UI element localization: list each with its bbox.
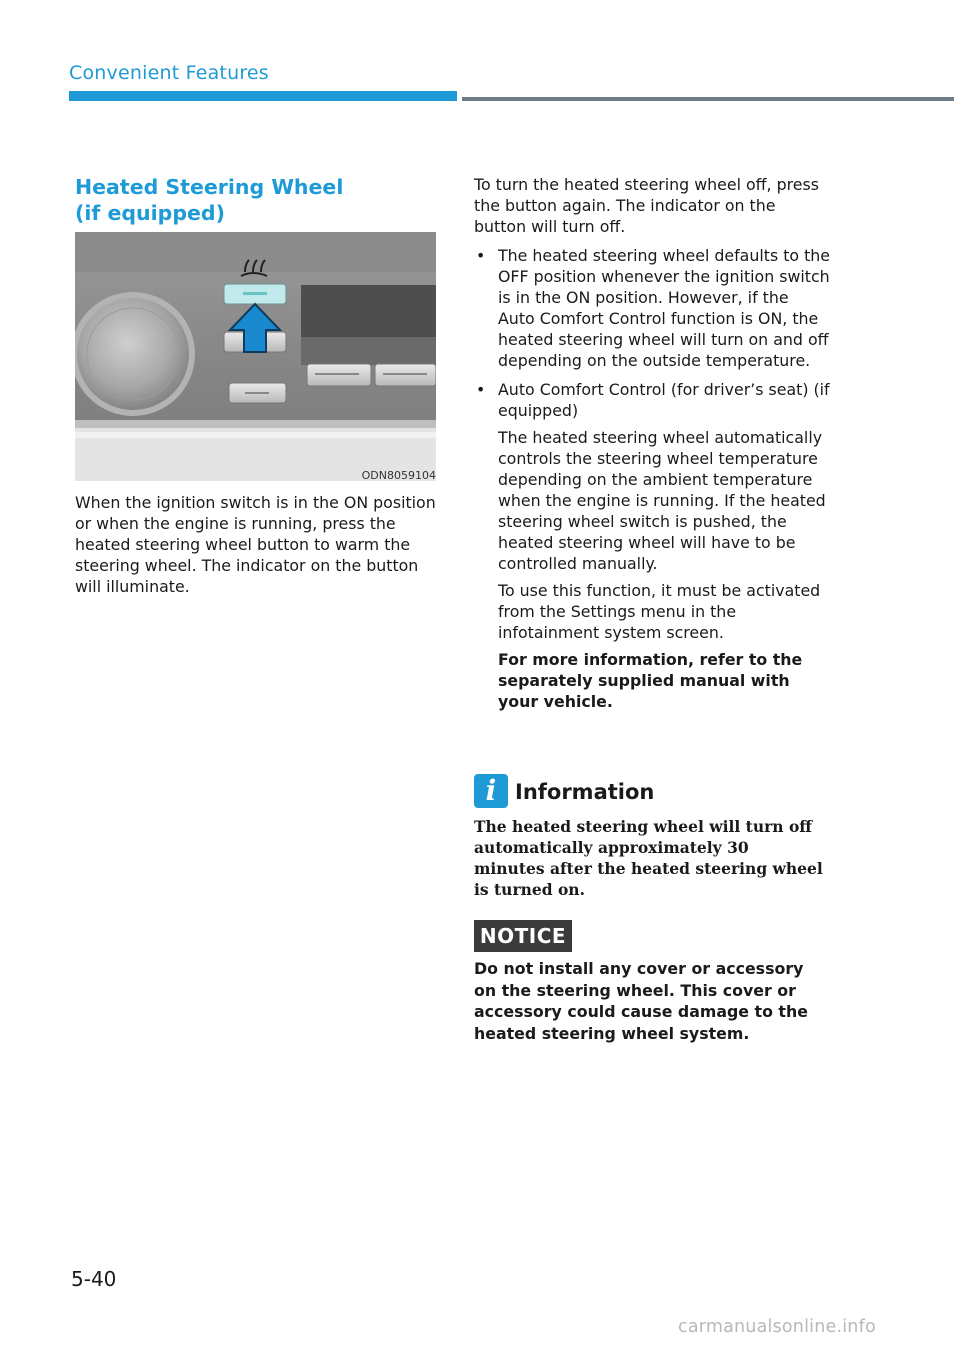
notice-text: Do not install any cover or accessory on the steering wheel. This cover or accessory could cause damage to the heated steering wheel system. bbox=[474, 959, 808, 1043]
figure-code: ODN8059104 bbox=[361, 469, 436, 482]
heated-steering-button-photo bbox=[75, 232, 436, 481]
manual-reference-note: For more information, refer to the separately supplied manual with your vehicle. bbox=[498, 650, 803, 711]
auto-comfort-description: The heated steering wheel automatically controls the steering wheel temperature depending on the ambient temperature when the engine is running. If the heated steering wheel switch is pushed, the heated steering wheel will have to be controlled manually. bbox=[498, 428, 826, 573]
bullet-heading: Auto Comfort Control (for driver’s seat) (if equipped) bbox=[498, 380, 830, 420]
bullet-item-auto-comfort bbox=[474, 379, 830, 712]
page-number: 5-40 bbox=[71, 1267, 117, 1291]
information-title: Information bbox=[515, 780, 655, 804]
auto-comfort-activation: To use this function, it must be activated from the Settings menu in the infotainment system screen. bbox=[498, 581, 821, 642]
info-icon: i bbox=[474, 774, 508, 808]
section-title-line2: (if equipped) bbox=[75, 201, 225, 225]
notice-badge: NOTICE bbox=[474, 920, 572, 952]
bullet-icon: • bbox=[476, 380, 486, 399]
watermark: carmanualsonline.info bbox=[678, 1317, 876, 1337]
turn-off-paragraph: To turn the heated steering wheel off, press the button again. The indicator on the button will turn off. bbox=[474, 175, 819, 236]
bullet-icon: • bbox=[476, 246, 486, 265]
bullet-text: The heated steering wheel defaults to the OFF position whenever the ignition switch is in the ON position. However, if the Auto Comfort Control function is ON, the heated steering wheel will turn on and off depending on the outside temperature. bbox=[498, 246, 830, 370]
information-text: The heated steering wheel will turn off automatically approximately 30 minutes after the heated steering wheel is turned on. bbox=[474, 817, 823, 899]
header-rule bbox=[462, 97, 954, 101]
bullet-item-default-off bbox=[474, 245, 830, 371]
dashboard-illustration bbox=[75, 232, 436, 481]
header-rule-accent bbox=[69, 91, 457, 101]
section-title-line1: Heated Steering Wheel bbox=[75, 175, 344, 199]
intro-paragraph: When the ignition switch is in the ON position or when the engine is running, press the heated steering wheel button to warm the steering wheel. The indicator on the button will illuminate. bbox=[75, 493, 436, 596]
chapter-title: Convenient Features bbox=[69, 62, 269, 84]
section-title bbox=[75, 174, 435, 226]
right-column bbox=[474, 174, 830, 712]
